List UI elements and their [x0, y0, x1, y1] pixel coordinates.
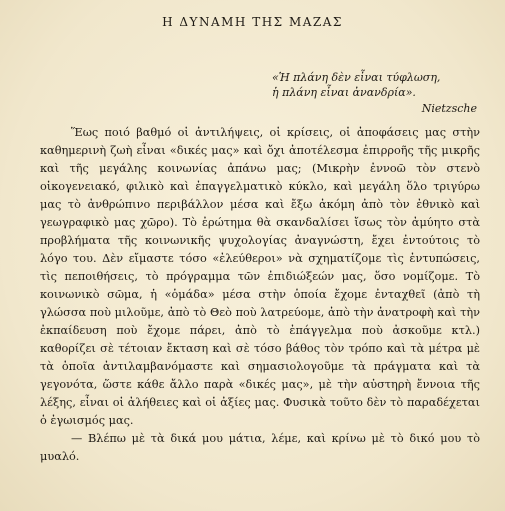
epigraph-line-1: «Ἡ πλάνη δὲν εἶναι τύφλωση,: [272, 71, 441, 84]
paragraph-2: — Βλέπω μὲ τὰ δικά μου μάτια, λέμε, καὶ κρίνω μὲ τὸ δικό μου τὸ μυαλό.: [40, 432, 480, 463]
epigraph-line-2: ἡ πλάνη εἶναι ἀνανδρία».: [272, 86, 416, 99]
body-text: [40, 124, 480, 466]
chapter-title: Η ΔΥΝΑΜΗ ΤΗΣ ΜΑΖΑΣ: [162, 15, 343, 29]
paragraph-1: Ἕως ποιό βαθμό οἱ ἀντιλήψεις, οἱ κρίσεις, οἱ ἀποφάσεις μας στὴν καθημερινὴ ζωὴ εἶναι «δικές μας» καὶ ὄχι ἀποτέλεσμα ἐπιρροῆς τῆς μικρῆς καὶ τῆς μεγάλης κοινωνίας ἀπάνω μας; (Μικρὴν ἐννοῶ τὸν στενὸ οἰκογενειακό, φιλικὸ καὶ ἐπαγγελματικὸ κύκλο, καὶ μεγάλη ὅλο τριγύρω μας τὸ ἀνθρώπινο περιβάλλον μέσα καὶ ἔξω ἀκόμη ἀπὸ τὸν ἐθνικὸ καὶ γεωγραφικὸ μας χῶρο). Τὸ ἐρώτημα θὰ σκανδαλίσει ἴσως τὸν ἀμύητο στὰ προβλήματα τῆς κοινωνικῆς ψυχολογίας ἀναγνώστη, ἔχει ἐντούτοις τὸ λόγο του. Δὲν εἴμαστε τόσο «ἐλεύθεροι» νὰ σχηματίζομε τὶς ἐντυπώσεις, τὶς πεποιθήσεις, τὸ πρόγραμμα τῶν ἐπιδιώξεών μας, ὅσο νομίζομε. Τὸ κοινωνικὸ σῶμα, ἡ «ὁμάδα» μέσα στὴν ὁποία ἔχομε ἐνταχθεῖ (ἀπὸ τὴ γλώσσα ποὺ μιλοῦμε, ἀπὸ τὸ Θεὸ ποὺ λατρεύομε, ἀπὸ τὴν ἀνατροφὴ καὶ τὴν ἐκπαίδευση ποὺ ἔχομε πάρει, ἀπὸ τὸ ἐπάγγελμα ποὺ ἀσκοῦμε κτλ.) καθορίζει σὲ τέτοιαν ἔκταση καὶ σὲ τόσο βάθος τὸν τρόπο καὶ τὰ μέτρα μὲ τὰ ὁποῖα ἀντιλαμβανόμαστε καὶ σημασιολογοῦμε τὰ πράγματα καὶ τὰ γεγονότα, ὥστε κάθε ἄλλο παρὰ «δικές μας», μὲ τὴν αὐστηρὴ ἔννοια τῆς λέξης, εἶναι οἱ ἀλήθειες καὶ οἱ ἀξίες μας. Φυσικὰ τοῦτο δὲν τὸ παραδέχεται ὁ ἐγωισμός μας.: [40, 126, 480, 427]
epigraph: [272, 70, 477, 116]
epigraph-author: Nietzsche: [421, 102, 477, 115]
